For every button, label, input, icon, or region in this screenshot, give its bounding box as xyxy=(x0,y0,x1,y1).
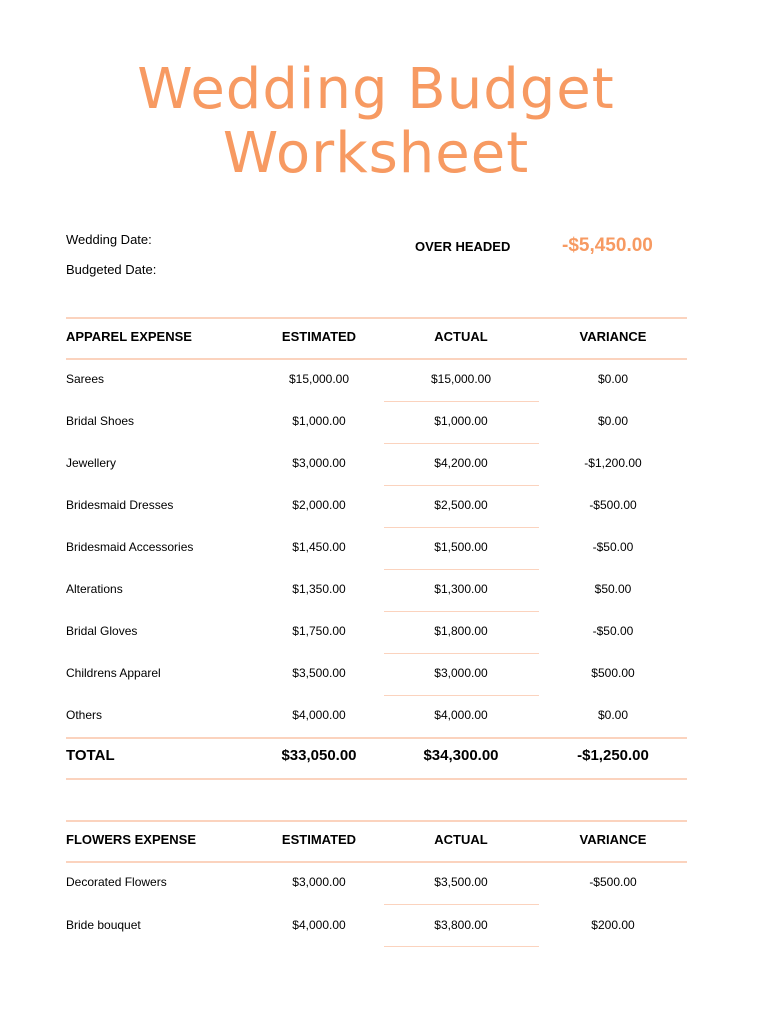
row-variance: $200.00 xyxy=(591,918,635,932)
flowers-header-variance: VARIANCE xyxy=(579,832,647,847)
row-item-name: Bridal Gloves xyxy=(66,624,138,638)
flowers-header-name: FLOWERS EXPENSE xyxy=(66,832,197,847)
over-headed-label: OVER HEADED xyxy=(415,239,511,254)
actual-cell-rule xyxy=(384,946,539,947)
row-variance: $50.00 xyxy=(594,582,632,596)
row-item-name: Bridesmaid Dresses xyxy=(66,498,174,512)
row-actual[interactable]: $1,500.00 xyxy=(434,540,488,554)
row-estimated: $1,000.00 xyxy=(292,414,346,428)
total-top-rule xyxy=(66,737,687,739)
row-item-name: Others xyxy=(66,708,103,722)
row-actual[interactable]: $3,000.00 xyxy=(434,666,488,680)
title-line-1: Wedding Budget xyxy=(137,57,615,122)
row-item-name: Jewellery xyxy=(66,456,117,470)
row-variance: $0.00 xyxy=(597,414,629,428)
row-estimated: $3,000.00 xyxy=(292,456,346,470)
apparel-header-bottom-rule xyxy=(66,358,687,360)
row-variance: -$50.00 xyxy=(592,540,634,554)
title-line-2: Worksheet xyxy=(222,121,530,186)
row-item-name: Sarees xyxy=(66,372,105,386)
actual-cell-rule xyxy=(384,611,539,612)
total-actual: $34,300.00 xyxy=(423,747,499,764)
row-variance: $0.00 xyxy=(597,372,629,386)
actual-cell-rule xyxy=(384,653,539,654)
row-estimated: $2,000.00 xyxy=(292,498,346,512)
total-variance: -$1,250.00 xyxy=(577,747,649,764)
page-title xyxy=(0,58,752,186)
flowers-header-top-rule xyxy=(66,820,687,822)
row-actual[interactable]: $3,800.00 xyxy=(434,918,488,932)
row-estimated: $4,000.00 xyxy=(292,918,346,932)
row-estimated: $4,000.00 xyxy=(292,708,346,722)
row-item-name: Alterations xyxy=(66,582,123,596)
row-estimated: $15,000.00 xyxy=(288,372,350,386)
row-variance: $500.00 xyxy=(591,666,635,680)
over-headed-value: -$5,450.00 xyxy=(562,235,653,256)
row-estimated: $1,750.00 xyxy=(292,624,346,638)
row-estimated: $1,450.00 xyxy=(292,540,346,554)
row-variance: -$1,200.00 xyxy=(584,456,642,470)
row-actual[interactable]: $2,500.00 xyxy=(434,498,488,512)
row-variance: -$500.00 xyxy=(589,875,637,889)
actual-cell-rule xyxy=(384,569,539,570)
actual-cell-rule xyxy=(384,695,539,696)
row-actual[interactable]: $3,500.00 xyxy=(434,875,488,889)
actual-cell-rule xyxy=(384,527,539,528)
actual-cell-rule xyxy=(384,485,539,486)
apparel-header-estimated: ESTIMATED xyxy=(281,329,357,344)
row-item-name: Childrens Apparel xyxy=(66,666,161,680)
actual-cell-rule xyxy=(384,443,539,444)
row-variance: -$50.00 xyxy=(592,624,634,638)
actual-cell-rule xyxy=(384,904,539,905)
row-estimated: $3,000.00 xyxy=(292,875,346,889)
row-actual[interactable]: $1,000.00 xyxy=(434,414,488,428)
apparel-header-top-rule xyxy=(66,317,687,319)
row-actual[interactable]: $1,300.00 xyxy=(434,582,488,596)
apparel-header-variance: VARIANCE xyxy=(579,329,647,344)
row-item-name: Bride bouquet xyxy=(66,918,141,932)
total-label: TOTAL xyxy=(66,747,115,764)
row-estimated: $1,350.00 xyxy=(292,582,346,596)
total-estimated: $33,050.00 xyxy=(281,747,357,764)
row-variance: $0.00 xyxy=(597,708,629,722)
total-bottom-rule xyxy=(66,778,687,780)
row-item-name: Bridesmaid Accessories xyxy=(66,540,194,554)
row-item-name: Bridal Shoes xyxy=(66,414,135,428)
row-estimated: $3,500.00 xyxy=(292,666,346,680)
row-actual[interactable]: $4,200.00 xyxy=(434,456,488,470)
row-actual[interactable]: $1,800.00 xyxy=(434,624,488,638)
actual-cell-rule xyxy=(384,401,539,402)
wedding-date-label: Wedding Date: xyxy=(66,232,152,247)
row-item-name: Decorated Flowers xyxy=(66,875,167,889)
flowers-header-estimated: ESTIMATED xyxy=(281,832,357,847)
budgeted-date-label: Budgeted Date: xyxy=(66,262,157,277)
row-actual[interactable]: $15,000.00 xyxy=(430,372,492,386)
apparel-header-actual: ACTUAL xyxy=(434,329,488,344)
row-variance: -$500.00 xyxy=(589,498,637,512)
flowers-header-actual: ACTUAL xyxy=(434,832,488,847)
flowers-header-bottom-rule xyxy=(66,861,687,863)
apparel-header-name: APPAREL EXPENSE xyxy=(66,329,192,344)
row-actual[interactable]: $4,000.00 xyxy=(434,708,488,722)
